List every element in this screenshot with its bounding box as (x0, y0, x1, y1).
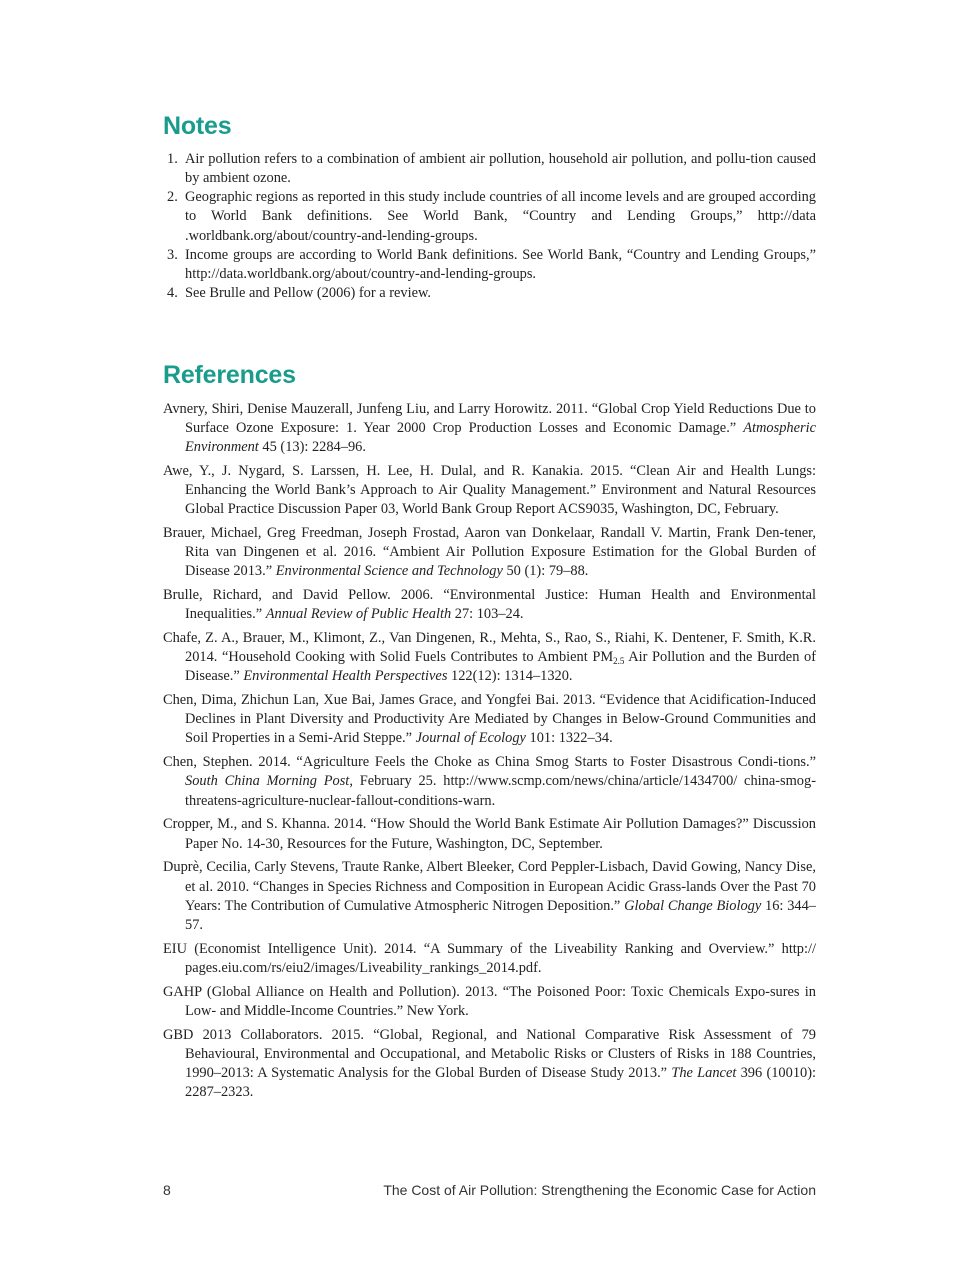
reference-source: Atmospheric Environment (185, 420, 816, 456)
reference-entry (163, 815, 816, 853)
note-number: 3. (167, 246, 178, 263)
note-text: Geographic regions as reported in this study include countries of all income levels and are grouped according to World Bank definitions. See World Bank, “Country and Lending Groups,” http://data .worldbank.org/about/country-and-lending-groups. (185, 189, 816, 244)
running-title: The Cost of Air Pollution: Strengthening the Economic Case for Action (383, 1182, 816, 1198)
reference-text: Brauer, Michael, Greg Freedman, Joseph Frostad, Aaron van Donkelaar, Randall V. Martin, Frank Den-tener, Rita van Dingenen et al. 2016. “Ambient Air Pollution Exposure Estimation for the Global Burden of Disease 2013.” (163, 525, 816, 580)
reference-text: Cropper, M., and S. Khanna. 2014. “How Should the World Bank Estimate Air Pollution Damages?” Discussion Paper No. 14-30, Resources for the Future, Washington, DC, September. (163, 816, 816, 852)
reference-entry (163, 691, 816, 748)
references-heading: References (163, 361, 296, 389)
references-list (163, 400, 816, 1107)
reference-details: , February 25. http://www.scmp.com/news/china/article/1434700/ china-smog-threatens-agriculture-nuclear-fallout-conditions-warn. (185, 773, 816, 809)
reference-text: Awe, Y., J. Nygard, S. Larssen, H. Lee, H. Dulal, and R. Kanakia. 2015. “Clean Air and Health Lungs: Enhancing the World Bank’s Approach to Air Quality Management.” Environment and Natural Resources Global Practice Discussion Paper 03, World Bank Group Report ACS9035, Washington, DC, February. (163, 463, 816, 518)
reference-details: 50 (1): 79–88. (502, 563, 589, 580)
reference-text: GBD 2013 Collaborators. 2015. “Global, Regional, and National Comparative Risk Assessment of 79 Behavioural, Environmental and Occupational, and Metabolic Risks or Clusters of Risks in 188 Countries, 1990–2013: A Systematic Analysis for the Global Burden of Disease Study 2013.” (163, 1026, 816, 1081)
note-text: Air pollution refers to a combination of ambient air pollution, household air pollution, and pollu-tion caused by ambient ozone. (185, 151, 816, 187)
reference-text: GAHP (Global Alliance on Health and Pollution). 2013. “The Poisoned Poor: Toxic Chemicals Expo-sures in Low- and Middle-Income Countries.” New York. (163, 983, 816, 1019)
reference-source: The Lancet (671, 1064, 737, 1081)
reference-source: Environmental Health Perspectives (243, 668, 448, 685)
reference-text: Chen, Stephen. 2014. “Agriculture Feels the Choke as China Smog Starts to Foster Disastrous Condi-tions.” (163, 754, 816, 771)
notes-list (163, 150, 816, 304)
reference-text: EIU (Economist Intelligence Unit). 2014. “A Summary of the Liveability Ranking and Overview.” http:// pages.eiu.com/rs/eiu2/images/Liveability_rankings_2014.pdf. (163, 940, 816, 976)
reference-entry (163, 983, 816, 1021)
note-text: Income groups are according to World Bank definitions. See World Bank, “Country and Lending Groups,” http://data.worldbank.org/about/country-and-lending-groups. (185, 246, 816, 282)
reference-text: Chafe, Z. A., Brauer, M., Klimont, Z., Van Dingenen, R., Mehta, S., Rao, S., Riahi, K. Dentener, F. Smith, K.R. 2014. “Household Cooking with Solid Fuels Contributes to Ambient PM (163, 630, 816, 666)
reference-source: Environmental Science and Technology (275, 563, 503, 580)
page-number: 8 (163, 1182, 171, 1198)
reference-details: 101: 1322–34. (525, 730, 613, 747)
reference-entry (163, 586, 816, 624)
reference-text: Brulle, Richard, and David Pellow. 2006. “Environmental Justice: Human Health and Environmental Inequalities.” (163, 587, 816, 623)
reference-entry (163, 400, 816, 457)
reference-entry (163, 858, 816, 934)
reference-details: 45 (13): 2284–96. (258, 439, 366, 456)
reference-entry (163, 1026, 816, 1102)
note-number: 2. (167, 189, 178, 206)
reference-source: Annual Review of Public Health (265, 606, 452, 623)
reference-entry (163, 524, 816, 581)
reference-source: South China Morning Post (185, 773, 350, 790)
reference-text: Air Pollution and the Burden of Disease.” (185, 649, 816, 685)
note-text: See Brulle and Pellow (2006) for a review. (185, 285, 432, 302)
reference-text: Chen, Dima, Zhichun Lan, Xue Bai, James Grace, and Yongfei Bai. 2013. “Evidence that Acidification-Induced Declines in Plant Diversity and Productivity Are Mediated by Changes in Below-Ground Communities and Soil Properties in a Semi-Arid Steppe.” (163, 692, 816, 747)
note-number: 4. (167, 285, 178, 302)
note-number: 1. (167, 151, 178, 167)
reference-details: 396 (10010): 2287–2323. (185, 1064, 816, 1100)
reference-entry (163, 462, 816, 519)
reference-source: Journal of Ecology (415, 730, 526, 747)
note-item (163, 246, 816, 284)
reference-entry (163, 753, 816, 810)
reference-details: 16: 344–57. (185, 897, 816, 933)
reference-text: Avnery, Shiri, Denise Mauzerall, Junfeng Liu, and Larry Horowitz. 2011. “Global Crop Yield Reductions Due to Surface Ozone Exposure: 1. Year 2000 Crop Production Losses and Economic Damage.” (163, 401, 816, 437)
note-item (163, 150, 816, 188)
reference-details: 27: 103–24. (451, 606, 524, 623)
reference-entry (163, 629, 816, 686)
reference-text: Duprè, Cecilia, Carly Stevens, Traute Ranke, Albert Bleeker, Cord Peppler-Lisbach, David Gowing, Nancy Dise, et al. 2010. “Changes in Species Richness and Composition in European Acidic Grass-lands Over the Past 70 Years: The Contribution of Cumulative Atmospheric Nitrogen Deposition.” (163, 859, 816, 914)
reference-entry (163, 940, 816, 978)
note-item (163, 188, 816, 245)
subscript: 2.5 (613, 656, 625, 667)
note-item (163, 284, 816, 303)
notes-heading: Notes (163, 112, 232, 140)
reference-source: Global Change Biology (624, 897, 762, 914)
reference-details: 122(12): 1314–1320. (447, 668, 573, 685)
